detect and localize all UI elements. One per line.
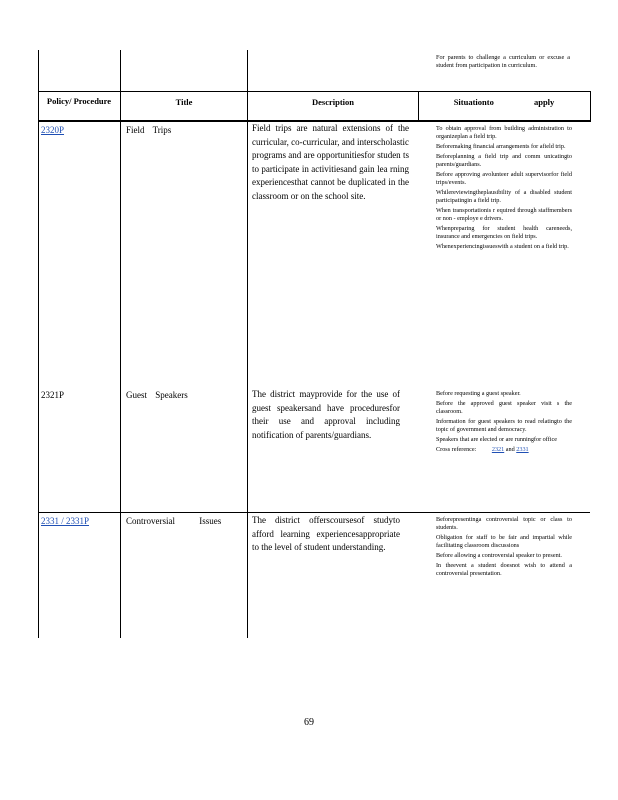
list-item [424,143,572,151]
list-item [424,189,572,205]
table-row [41,389,119,402]
header-title: Title [175,97,193,107]
cross-reference-label: Cross reference: [436,446,477,454]
situation-text: Beforeplanning a field trip and comm unicatingto parents/guardians. [436,153,572,168]
list-item [424,171,572,187]
table-row [41,515,119,528]
cross-reference-link[interactable]: 2321 [491,446,505,454]
list-item [424,225,572,241]
header-top-line [38,91,590,92]
situation-text: Beforepresentinga controversial topic or class to students. [436,516,572,531]
header-description: Description [311,97,355,107]
situation-text: Whenexperiencingissueswith a student on a field trip. [436,243,569,251]
list-item [424,516,572,532]
list-item [424,446,572,454]
list-item [424,534,572,550]
header-situation: Situationto apply [453,97,555,107]
column-divider-2 [247,50,248,638]
list-item [424,153,572,169]
policy-code: 2321P [41,390,65,400]
column-divider-3 [418,91,419,121]
list-item [424,207,572,223]
policy-code-link[interactable]: 2320P [41,125,65,135]
list-item [424,562,572,578]
situation-text: Speakers that are elected or are runningfor office [436,436,557,444]
situation-text: To obtain approval from building administration to organizeplan a field trip. [436,125,572,140]
situation-text: Before allowing a controversial speaker to present. [436,552,562,559]
situation-text: Obligation for staff to be fair and impartial while facilitating classroom discussions [436,534,572,549]
table-left-border [38,50,39,638]
row-divider-3 [38,512,590,513]
cross-reference-link[interactable]: 2331 [516,446,529,454]
situation-text: Before the approved guest speaker visit s the classroom. [436,400,572,415]
page-number: 69 [304,717,314,728]
row-title: Field Trips [126,125,172,135]
row-title: Guest Speakers [126,390,188,400]
situation-text: For parents to challenge a curriculum or excuse a student from participation in curriculum. [436,54,570,69]
list-item [424,243,572,251]
list-item [424,552,572,560]
row-description: The district offerscoursesof studyto afford learning experiencesappropriate to the level of student understanding. [252,515,400,553]
table-right-border-header [590,91,591,121]
situation-text: Before requesting a guest speaker. [436,390,521,397]
list-item [424,400,572,416]
row-situations [424,390,572,456]
table-row [41,124,119,137]
situation-text: Information for guest speakers to read relatingto the topic of government and democracy. [436,418,572,433]
situation-text: Whenpreparing for student health careneeds, insurance and emergencies on field trips. [436,225,572,240]
row-situations [424,125,572,253]
row-description: Field trips are natural extensions of the curricular, co-curricular, and interscholastic programs and are opportunitiesfor studen ts to participate in activitiesand gain lea rning experiencesthat cannot be duplicated in the classroom or on the school site. [252,123,409,201]
column-divider-1 [120,50,121,638]
continued-situation-cell [424,54,570,72]
policy-code-link[interactable]: 2331 / 2331P [41,516,90,526]
situation-text: Whilereviewingtheplausibility of a disabled student participatingin a field trip. [436,189,572,204]
situation-text: When transportationis r equired through staffmembers or non - employe e drivers. [436,207,572,222]
situation-text: In theevent a student doesnot wish to attend a controversial presentation. [436,562,572,577]
situation-text: Before approving avolunteer adult supervisorfor field trips/events. [436,171,572,186]
list-item [424,125,572,141]
list-item [424,390,572,398]
list-item [424,418,572,434]
row-situations [424,516,572,580]
row-title: Controversial Issues [126,516,222,526]
situation-text: Beforemaking financial arrangements for afield trip. [436,143,566,150]
row-description: The district mayprovide for the use of guest speakersand have proceduresfor their use and approval including notification of parents/guardians. [252,389,400,440]
header-policy-procedure: Policy/ Procedure [46,96,112,106]
list-item [424,436,572,444]
list-item [424,54,570,70]
cross-reference-and: and [505,446,515,454]
